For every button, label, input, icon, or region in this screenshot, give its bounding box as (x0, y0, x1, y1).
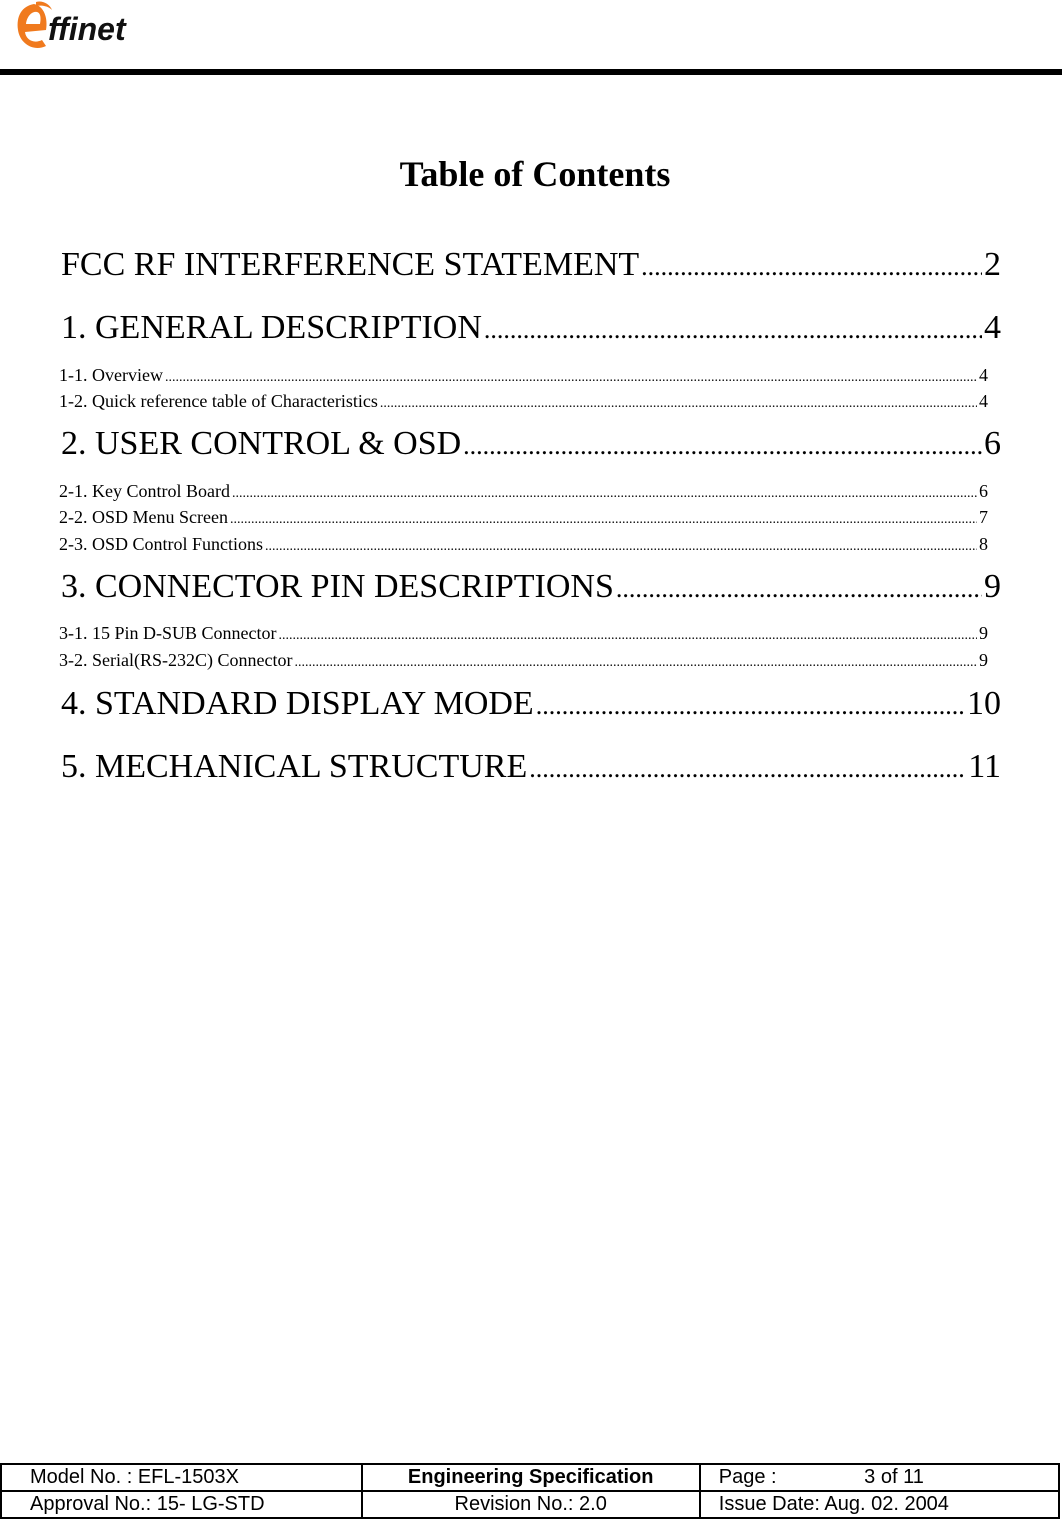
toc-entry[interactable] (59, 505, 988, 532)
logo-wordmark: ffinet (48, 11, 126, 47)
toc-label: 3-2. Serial(RS-232C) Connector (59, 650, 293, 670)
toc-page-number: 4 (984, 309, 1001, 346)
document-footer-table (0, 1463, 1060, 1519)
model-number: Model No. : EFL-1503X (1, 1464, 362, 1491)
toc-entry[interactable] (59, 479, 988, 506)
toc-entry[interactable] (59, 621, 988, 648)
header-rule (0, 69, 1062, 75)
toc-leader (279, 624, 978, 648)
toc-entry[interactable] (59, 648, 988, 675)
toc-page-number: 7 (979, 507, 988, 527)
toc-page-number: 4 (979, 365, 988, 385)
toc-label: 3. CONNECTOR PIN DESCRIPTIONS (61, 568, 614, 605)
toc-label: 1-2. Quick reference table of Characteristics (59, 391, 378, 411)
toc-leader (294, 651, 977, 675)
toc-entry[interactable] (59, 389, 988, 416)
page-label: Page : (718, 1466, 777, 1488)
toc-entry[interactable] (61, 565, 1001, 611)
page-title: Table of Contents (399, 154, 671, 194)
page-cell (700, 1464, 1059, 1491)
toc-label: FCC RF INTERFERENCE STATEMENT (61, 246, 640, 283)
toc-page-number: 4 (979, 391, 988, 411)
toc-entry[interactable] (61, 243, 1001, 289)
toc-leader (529, 747, 966, 791)
toc-label: 2-1. Key Control Board (59, 481, 230, 501)
revision-number: Revision No.: 2.0 (362, 1491, 700, 1518)
toc-label: 1-1. Overview (59, 365, 163, 385)
effinet-logo (12, 0, 172, 56)
issue-date: Issue Date: Aug. 02. 2004 (700, 1491, 1059, 1518)
toc-leader (641, 245, 982, 289)
toc-page-number: 6 (984, 425, 1001, 462)
toc-page-number: 11 (968, 748, 1001, 785)
toc-page-number: 6 (979, 481, 988, 501)
effinet-logo-graphic (12, 0, 172, 56)
toc-page-number: 9 (979, 650, 988, 670)
approval-number: Approval No.: 15- LG-STD (1, 1491, 362, 1518)
footer-row (1, 1464, 1059, 1491)
toc-label: 2-2. OSD Menu Screen (59, 507, 228, 527)
toc-leader (230, 508, 977, 532)
footer-row (1, 1491, 1059, 1518)
spec-title: Engineering Specification (362, 1464, 700, 1491)
toc-label: 1. GENERAL DESCRIPTION (61, 309, 482, 346)
toc-page-number: 2 (984, 246, 1001, 283)
toc-entry[interactable] (61, 306, 1001, 352)
toc-entry[interactable] (59, 532, 988, 559)
toc-entry[interactable] (61, 682, 1001, 728)
toc-page-number: 9 (979, 623, 988, 643)
toc-leader (616, 567, 982, 611)
toc-label: 2-3. OSD Control Functions (59, 534, 264, 554)
toc-leader (165, 366, 977, 390)
toc-label: 2. USER CONTROL & OSD (61, 425, 462, 462)
toc-leader (484, 308, 982, 352)
page-value: 3 of 11 (864, 1466, 924, 1488)
toc-entry[interactable] (61, 422, 1001, 468)
toc-label: 3-1. 15 Pin D-SUB Connector (59, 623, 277, 643)
toc-leader (536, 684, 965, 728)
toc-leader (232, 482, 977, 506)
toc-entry[interactable] (61, 745, 1001, 791)
toc-leader (265, 535, 977, 559)
toc-leader (380, 392, 977, 416)
toc-page-number: 10 (967, 685, 1001, 722)
toc-label: 5. MECHANICAL STRUCTURE (61, 748, 528, 785)
toc-entry[interactable] (59, 363, 988, 390)
toc-leader (463, 424, 982, 468)
toc-page-number: 9 (984, 568, 1001, 605)
toc-label: 4. STANDARD DISPLAY MODE (61, 685, 534, 722)
toc-page-number: 8 (979, 534, 988, 554)
